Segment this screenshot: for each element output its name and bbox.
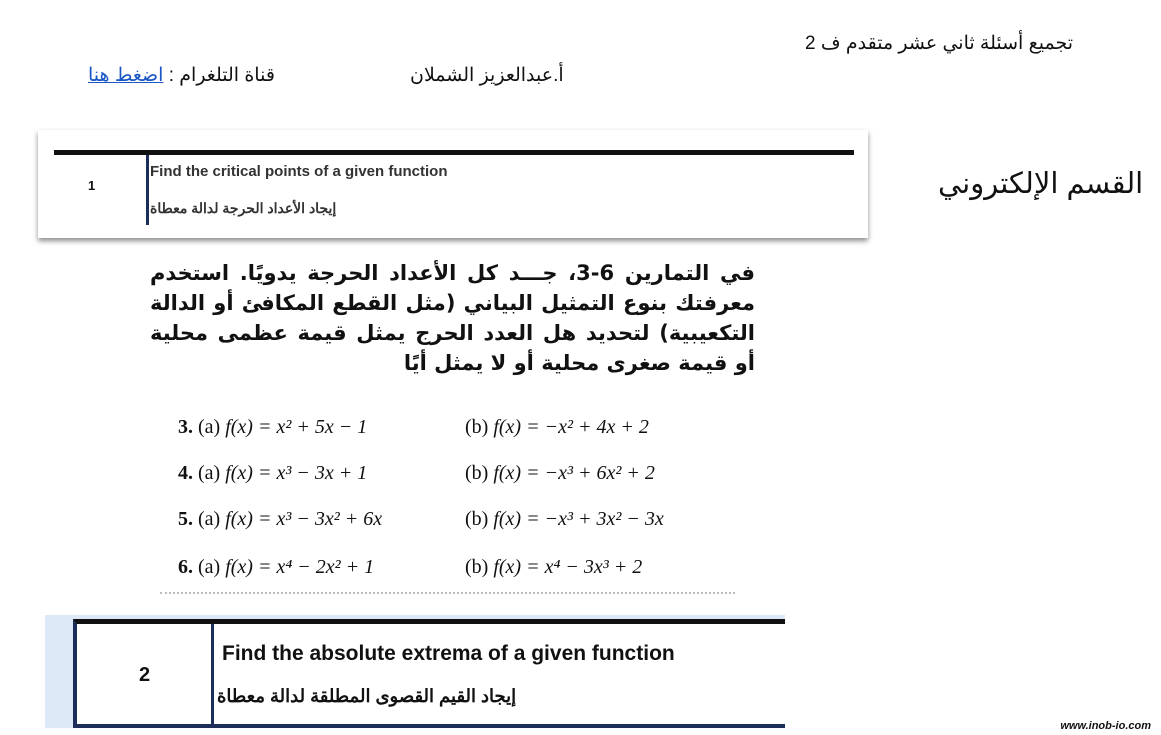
topic-2-box	[45, 615, 785, 728]
instructions: في التمارين 6-3، جـــد كل الأعداد الحرجة يدويًا. استخدم معرفتك بنوع التمثيل البياني (مثل القطع المكافئ أو الدالة التكعيبية) لتحديد هل العدد الحرج يمثل قيمة عظمى محلية أو قيمة صغرى محلية أو لا يمثل أيًا	[150, 261, 755, 375]
divider	[54, 150, 854, 155]
formula-a: f(x) = x³ − 3x + 1	[225, 462, 368, 484]
part-label: (a)	[198, 416, 221, 438]
exercise-number: 5.	[178, 508, 193, 530]
part-label: (a)	[198, 462, 221, 484]
topic-number: 1	[88, 178, 96, 193]
part-label: (b)	[465, 462, 489, 484]
formula-a: f(x) = x³ − 3x² + 6x	[225, 508, 383, 530]
topic-english: Find the critical points of a given function	[150, 163, 448, 180]
formula-a: f(x) = x⁴ − 2x² + 1	[225, 556, 375, 578]
topic-english: Find the absolute extrema of a given function	[222, 642, 675, 665]
topic-1-box	[38, 130, 868, 238]
topic-arabic: إيجاد القيم القصوى المطلقة لدالة معطاة	[217, 686, 517, 706]
formula-b: f(x) = x⁴ − 3x³ + 2	[493, 556, 643, 578]
formula-b: f(x) = −x³ + 3x² − 3x	[493, 508, 664, 530]
divider	[211, 624, 214, 724]
exercise-number: 3.	[178, 416, 193, 438]
topic-number: 2	[139, 664, 151, 686]
divider	[146, 155, 149, 225]
formula-a: f(x) = x² + 5x − 1	[225, 416, 368, 438]
document-title: تجميع أسئلة ثاني عشر متقدم ف 2	[805, 33, 1073, 54]
author-name: أ.عبدالعزيز الشملان	[410, 65, 564, 86]
section-heading: القسم الإلكتروني	[938, 168, 1144, 200]
part-label: (b)	[465, 416, 489, 438]
telegram-line	[88, 64, 275, 87]
dotted-divider	[160, 592, 735, 594]
telegram-label: قناة التلغرام :	[168, 65, 275, 86]
telegram-link[interactable]: اضغط هنا	[88, 65, 164, 86]
part-label: (b)	[465, 556, 489, 578]
part-label: (a)	[198, 508, 221, 530]
exercise-number: 6.	[178, 556, 193, 578]
formula-b: f(x) = −x² + 4x + 2	[493, 416, 649, 438]
exercise-number: 4.	[178, 462, 193, 484]
formula-b: f(x) = −x³ + 6x² + 2	[493, 462, 655, 484]
part-label: (b)	[465, 508, 489, 530]
topic-arabic: إيجاد الأعداد الحرجة لدالة معطاة	[150, 200, 337, 216]
part-label: (a)	[198, 556, 221, 578]
watermark: www.inob-io.com	[1060, 720, 1151, 732]
